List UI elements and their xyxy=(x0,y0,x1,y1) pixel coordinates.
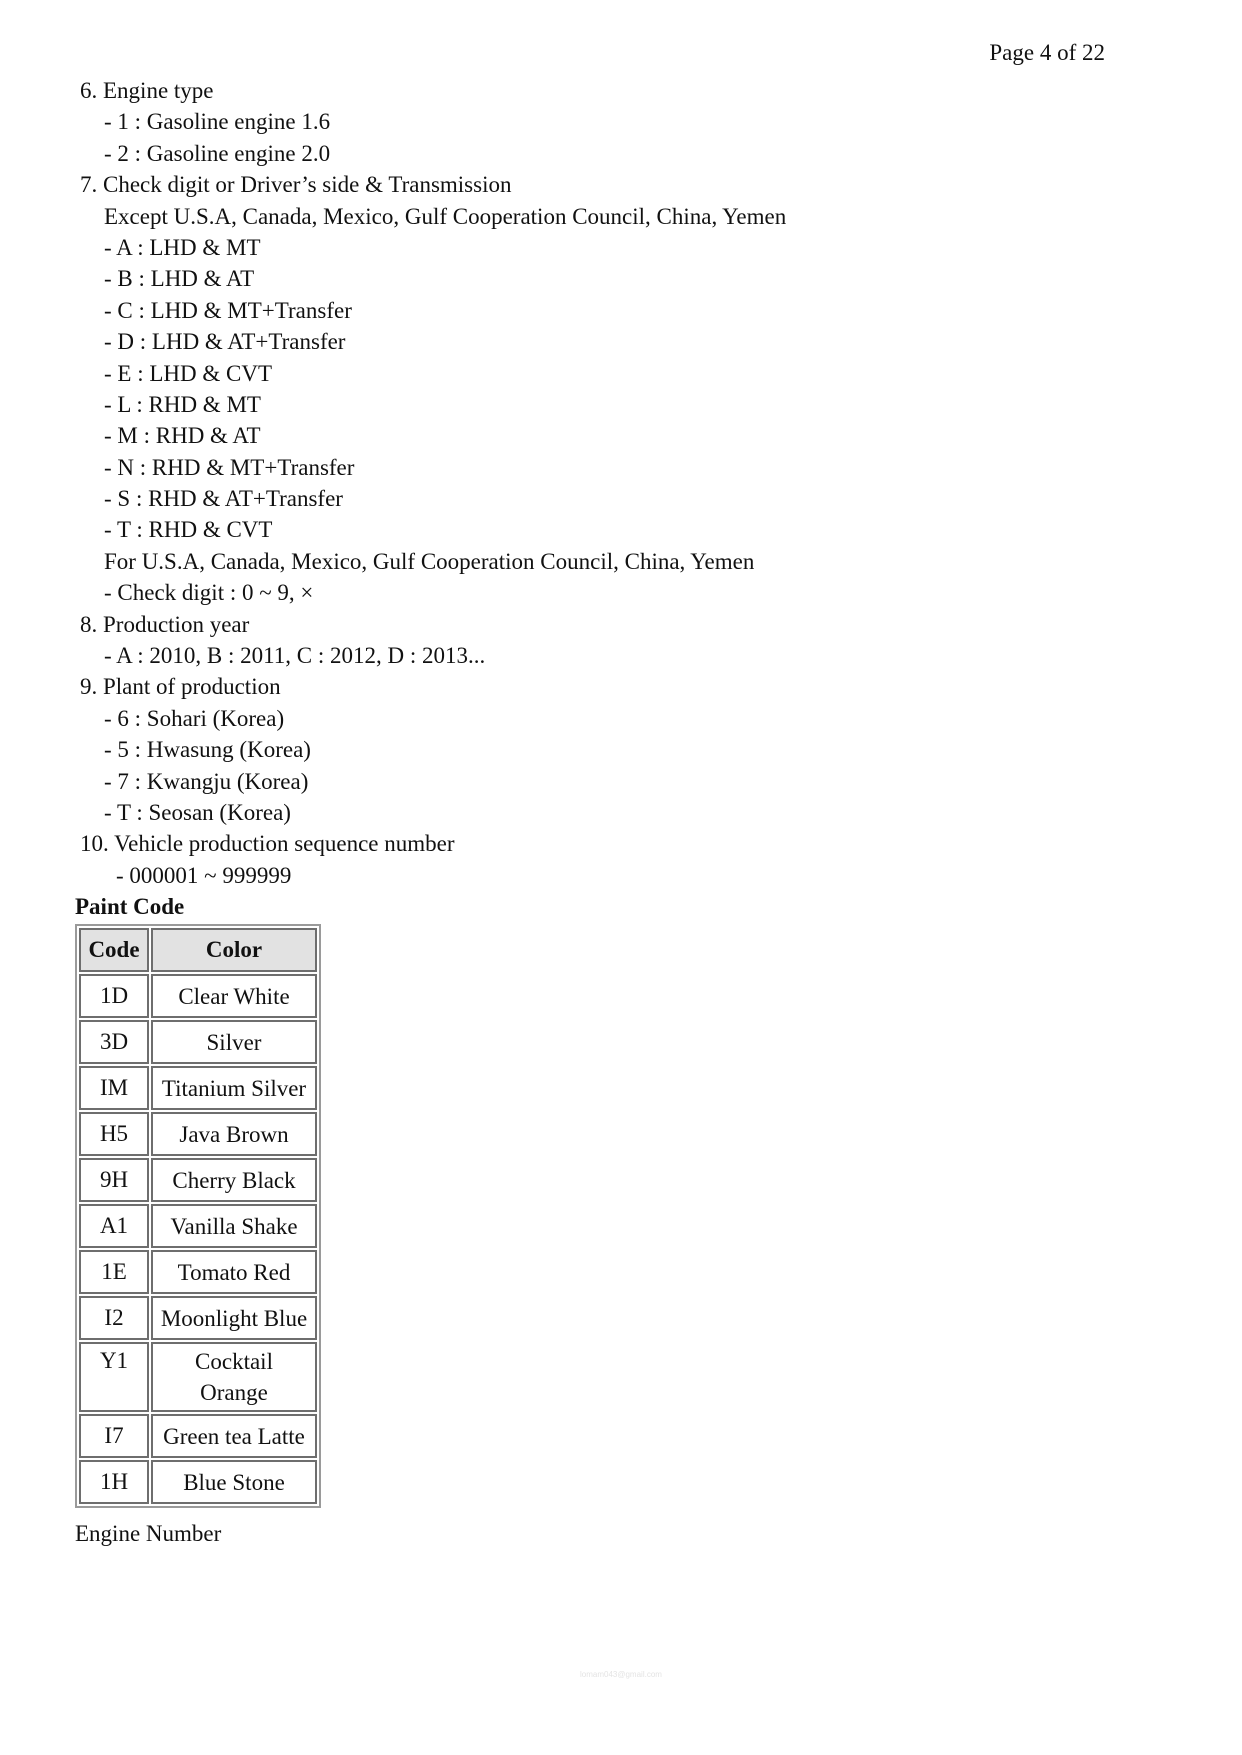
list-item: - A : LHD & MT xyxy=(104,234,261,260)
list-item: - N : RHD & MT+Transfer xyxy=(104,454,355,480)
list-item: - B : LHD & AT xyxy=(104,266,255,292)
table-row xyxy=(79,1460,317,1504)
cell-code: 9H xyxy=(79,1158,149,1202)
item-sequence-number: 10. Vehicle production sequence number xyxy=(80,831,455,857)
list-item: - E : LHD & CVT xyxy=(104,360,273,386)
table-row xyxy=(79,1342,317,1412)
cell-code: I7 xyxy=(79,1414,149,1458)
table-row xyxy=(79,1112,317,1156)
cell-color: Tomato Red xyxy=(151,1250,317,1294)
cell-code: IM xyxy=(79,1066,149,1110)
list-item: - 2 : Gasoline engine 2.0 xyxy=(104,140,331,166)
cell-code: Y1 xyxy=(79,1342,149,1412)
table-row xyxy=(79,1204,317,1248)
page-number: Page 4 of 22 xyxy=(989,40,1105,65)
paint-code-heading: Paint Code xyxy=(75,894,185,920)
table-row xyxy=(79,1296,317,1340)
cell-code: 1E xyxy=(79,1250,149,1294)
item-plant-of-production: 9. Plant of production xyxy=(80,674,281,700)
list-item: - 7 : Kwangju (Korea) xyxy=(104,768,309,794)
cell-code: 3D xyxy=(79,1020,149,1064)
list-item: - A : 2010, B : 2011, C : 2012, D : 2013... xyxy=(104,643,486,669)
cell-color: Blue Stone xyxy=(151,1460,317,1504)
item-check-digit: 7. Check digit or Driver’s side & Transmission xyxy=(80,172,512,198)
cell-color: Cocktail Orange xyxy=(151,1342,317,1412)
cell-color: Green tea Latte xyxy=(151,1414,317,1458)
table-header-row xyxy=(79,928,317,972)
list-item: - 1 : Gasoline engine 1.6 xyxy=(104,109,331,135)
cell-code: 1H xyxy=(79,1460,149,1504)
list-item: - 000001 ~ 999999 xyxy=(116,862,292,888)
item-engine-type: 6. Engine type xyxy=(80,78,214,103)
watermark: lomam043@gmail.com xyxy=(580,1670,662,1679)
list-item: - T : Seosan (Korea) xyxy=(104,799,291,825)
paint-code-table xyxy=(75,924,321,1508)
cell-code: A1 xyxy=(79,1204,149,1248)
item-production-year: 8. Production year xyxy=(80,611,250,637)
table-row xyxy=(79,1158,317,1202)
table-row xyxy=(79,974,317,1018)
list-item: - 6 : Sohari (Korea) xyxy=(104,705,285,731)
cell-color: Titanium Silver xyxy=(151,1066,317,1110)
table-row xyxy=(79,1066,317,1110)
cell-code: I2 xyxy=(79,1296,149,1340)
cell-code: H5 xyxy=(79,1112,149,1156)
cell-color: Clear White xyxy=(151,974,317,1018)
list-item: - S : RHD & AT+Transfer xyxy=(104,486,343,512)
table-row xyxy=(79,1414,317,1458)
column-header-code: Code xyxy=(79,928,149,972)
table-row xyxy=(79,1250,317,1294)
list-item: - Check digit : 0 ~ 9, × xyxy=(104,580,314,606)
list-item: - 5 : Hwasung (Korea) xyxy=(104,737,311,763)
cell-color: Vanilla Shake xyxy=(151,1204,317,1248)
cell-color: Moonlight Blue xyxy=(151,1296,317,1340)
list-item: - T : RHD & CVT xyxy=(104,517,273,543)
cell-color: Java Brown xyxy=(151,1112,317,1156)
column-header-color: Color xyxy=(151,928,317,972)
list-item: - D : LHD & AT+Transfer xyxy=(104,329,346,355)
list-item: - L : RHD & MT xyxy=(104,391,261,417)
cell-code: 1D xyxy=(79,974,149,1018)
cell-color: Silver xyxy=(151,1020,317,1064)
list-item: Except U.S.A, Canada, Mexico, Gulf Cooperation Council, China, Yemen xyxy=(104,203,787,229)
list-item: - M : RHD & AT xyxy=(104,423,261,449)
list-item: For U.S.A, Canada, Mexico, Gulf Cooperation Council, China, Yemen xyxy=(104,548,755,574)
engine-number-heading: Engine Number xyxy=(75,1521,222,1546)
vin-description xyxy=(75,75,1080,923)
table-row xyxy=(79,1020,317,1064)
list-item: - C : LHD & MT+Transfer xyxy=(104,297,352,323)
cell-color: Cherry Black xyxy=(151,1158,317,1202)
